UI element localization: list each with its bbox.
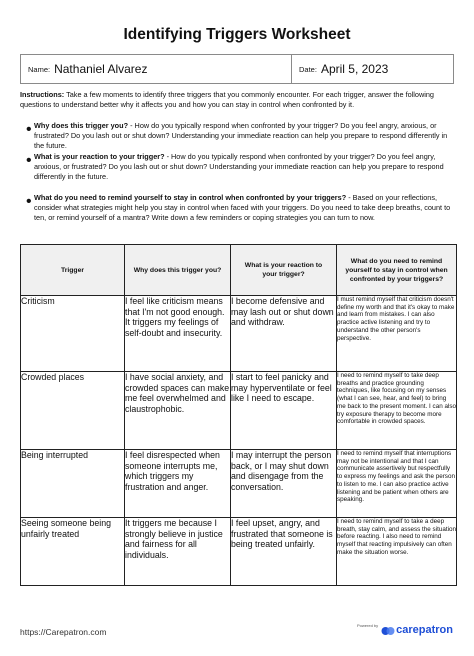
table-header-row [21, 245, 457, 296]
why-cell[interactable]: It triggers me because I strongly believe in justice and fairness for all individuals. [125, 518, 231, 586]
reminder-cell[interactable]: I need to remind myself to take a deep breath, stay calm, and assess the situation before reacting. I also need to remind myself that reacting impulsively can often make the situation worse. [337, 518, 457, 586]
trigger-cell[interactable]: Criticism [21, 296, 125, 372]
instructions-text: Take a few moments to identify three triggers that you commonly encounter. For each trigger, answer the following questions to understand better why it affects you and how you can stay in control when confronted by it. [20, 90, 434, 109]
triggers-table [20, 244, 457, 586]
trigger-cell[interactable]: Crowded places [21, 372, 125, 450]
name-value: Nathaniel Alvarez [54, 62, 148, 76]
bullet-dot-icon: • [26, 121, 32, 138]
header-reaction: What is your reaction to your trigger? [231, 245, 337, 296]
header-why: Why does this trigger you? [125, 245, 231, 296]
reaction-cell[interactable]: I start to feel panicky and may hyperventilate or feel like I need to escape. [231, 372, 337, 450]
why-cell[interactable]: I feel like criticism means that I'm not good enough. It triggers my feelings of self-doubt and insecurity. [125, 296, 231, 372]
reaction-cell[interactable]: I become defensive and may lash out or shut down and withdraw. [231, 296, 337, 372]
why-cell[interactable]: I have social anxiety, and crowded spaces can make me feel overwhelmed and claustrophobic. [125, 372, 231, 450]
powered-by-label: Powered by [357, 622, 379, 628]
bullet-dot-icon: • [26, 193, 32, 210]
why-cell[interactable]: I feel disrespected when someone interrupts me, which triggers my frustration and anger. [125, 450, 231, 518]
instructions [20, 90, 454, 110]
date-value: April 5, 2023 [320, 62, 389, 76]
bullet-question: What do you need to remind yourself to stay in control when confronted by your triggers? [34, 193, 347, 202]
name-field[interactable] [21, 55, 292, 83]
instructions-label: Instructions: [20, 90, 65, 99]
header-reminder: What do you need to remind yourself to stay in control when confronted by your triggers? [337, 245, 457, 296]
bullet-question: Why does this trigger you? [34, 121, 129, 130]
bullet-text: - How do you typically respond when confronted by your trigger? Do you feel angry, anxious, or frustrated? Do you lash out or shut down? Understanding your immediate reaction can help you prepare to respond differently in the future. [34, 152, 444, 181]
reminder-cell[interactable]: I need to remind myself to take deep breaths and practice grounding techniques, like focusing on my senses (what I can see, hear, and feel) to bring me back to the present moment. I can also try exposure therapy to become more comfortable in crowded spaces. [337, 372, 457, 450]
carepatron-logo [357, 624, 453, 636]
bullet-text: - How do you typically respond when confronted by your trigger? Do you feel angry, anxious, or frustrated? Do you lash out or shut down? Understanding your immediate reaction can help you prepare to respond differently in the future. [34, 121, 448, 150]
carepatron-logo-icon [381, 624, 395, 636]
reminder-cell[interactable]: I must remind myself that criticism doesn't define my worth and that it's okay to make and learn from mistakes. I can also practice active listening and try to understand the other person's perspective. [337, 296, 457, 372]
bullet-text: - Based on your reflections, consider what strategies might help you stay in control when faced with your triggers. Do you need to take deep breaths, count to ten, or remind yourself of a mantra? Write down a few reminders or coping strategies you can turn to now. [34, 193, 451, 222]
bullet-dot-icon: • [26, 152, 32, 169]
bullet-question: What is your reaction to your trigger? [34, 152, 165, 161]
carepatron-link[interactable]: https://Carepatron.com [20, 627, 107, 637]
table-row [21, 296, 457, 372]
trigger-cell[interactable]: Being interrupted [21, 450, 125, 518]
table-row [21, 518, 457, 586]
reaction-cell[interactable]: I may interrupt the person back, or I may shut down and disengage from the conversation. [231, 450, 337, 518]
table-row [21, 372, 457, 450]
date-label: Date: [299, 64, 317, 74]
worksheet-title: Identifying Triggers Worksheet [123, 26, 351, 43]
table-row [21, 450, 457, 518]
reminder-cell[interactable]: I need to remind myself that interruptions may not be intentional and that I can communicate assertively but respectfully to express my feelings and ask the person to listen to me. I can also practice active listening and be patient when others are speaking. [337, 450, 457, 518]
trigger-cell[interactable]: Seeing someone being unfairly treated [21, 518, 125, 586]
brand-name: carepatron [396, 624, 453, 636]
info-box [20, 54, 454, 84]
name-label: Name: [28, 64, 51, 74]
header-trigger: Trigger [21, 245, 125, 296]
reaction-cell[interactable]: I feel upset, angry, and frustrated that someone is being treated unfairly. [231, 518, 337, 586]
date-field[interactable] [292, 55, 453, 83]
